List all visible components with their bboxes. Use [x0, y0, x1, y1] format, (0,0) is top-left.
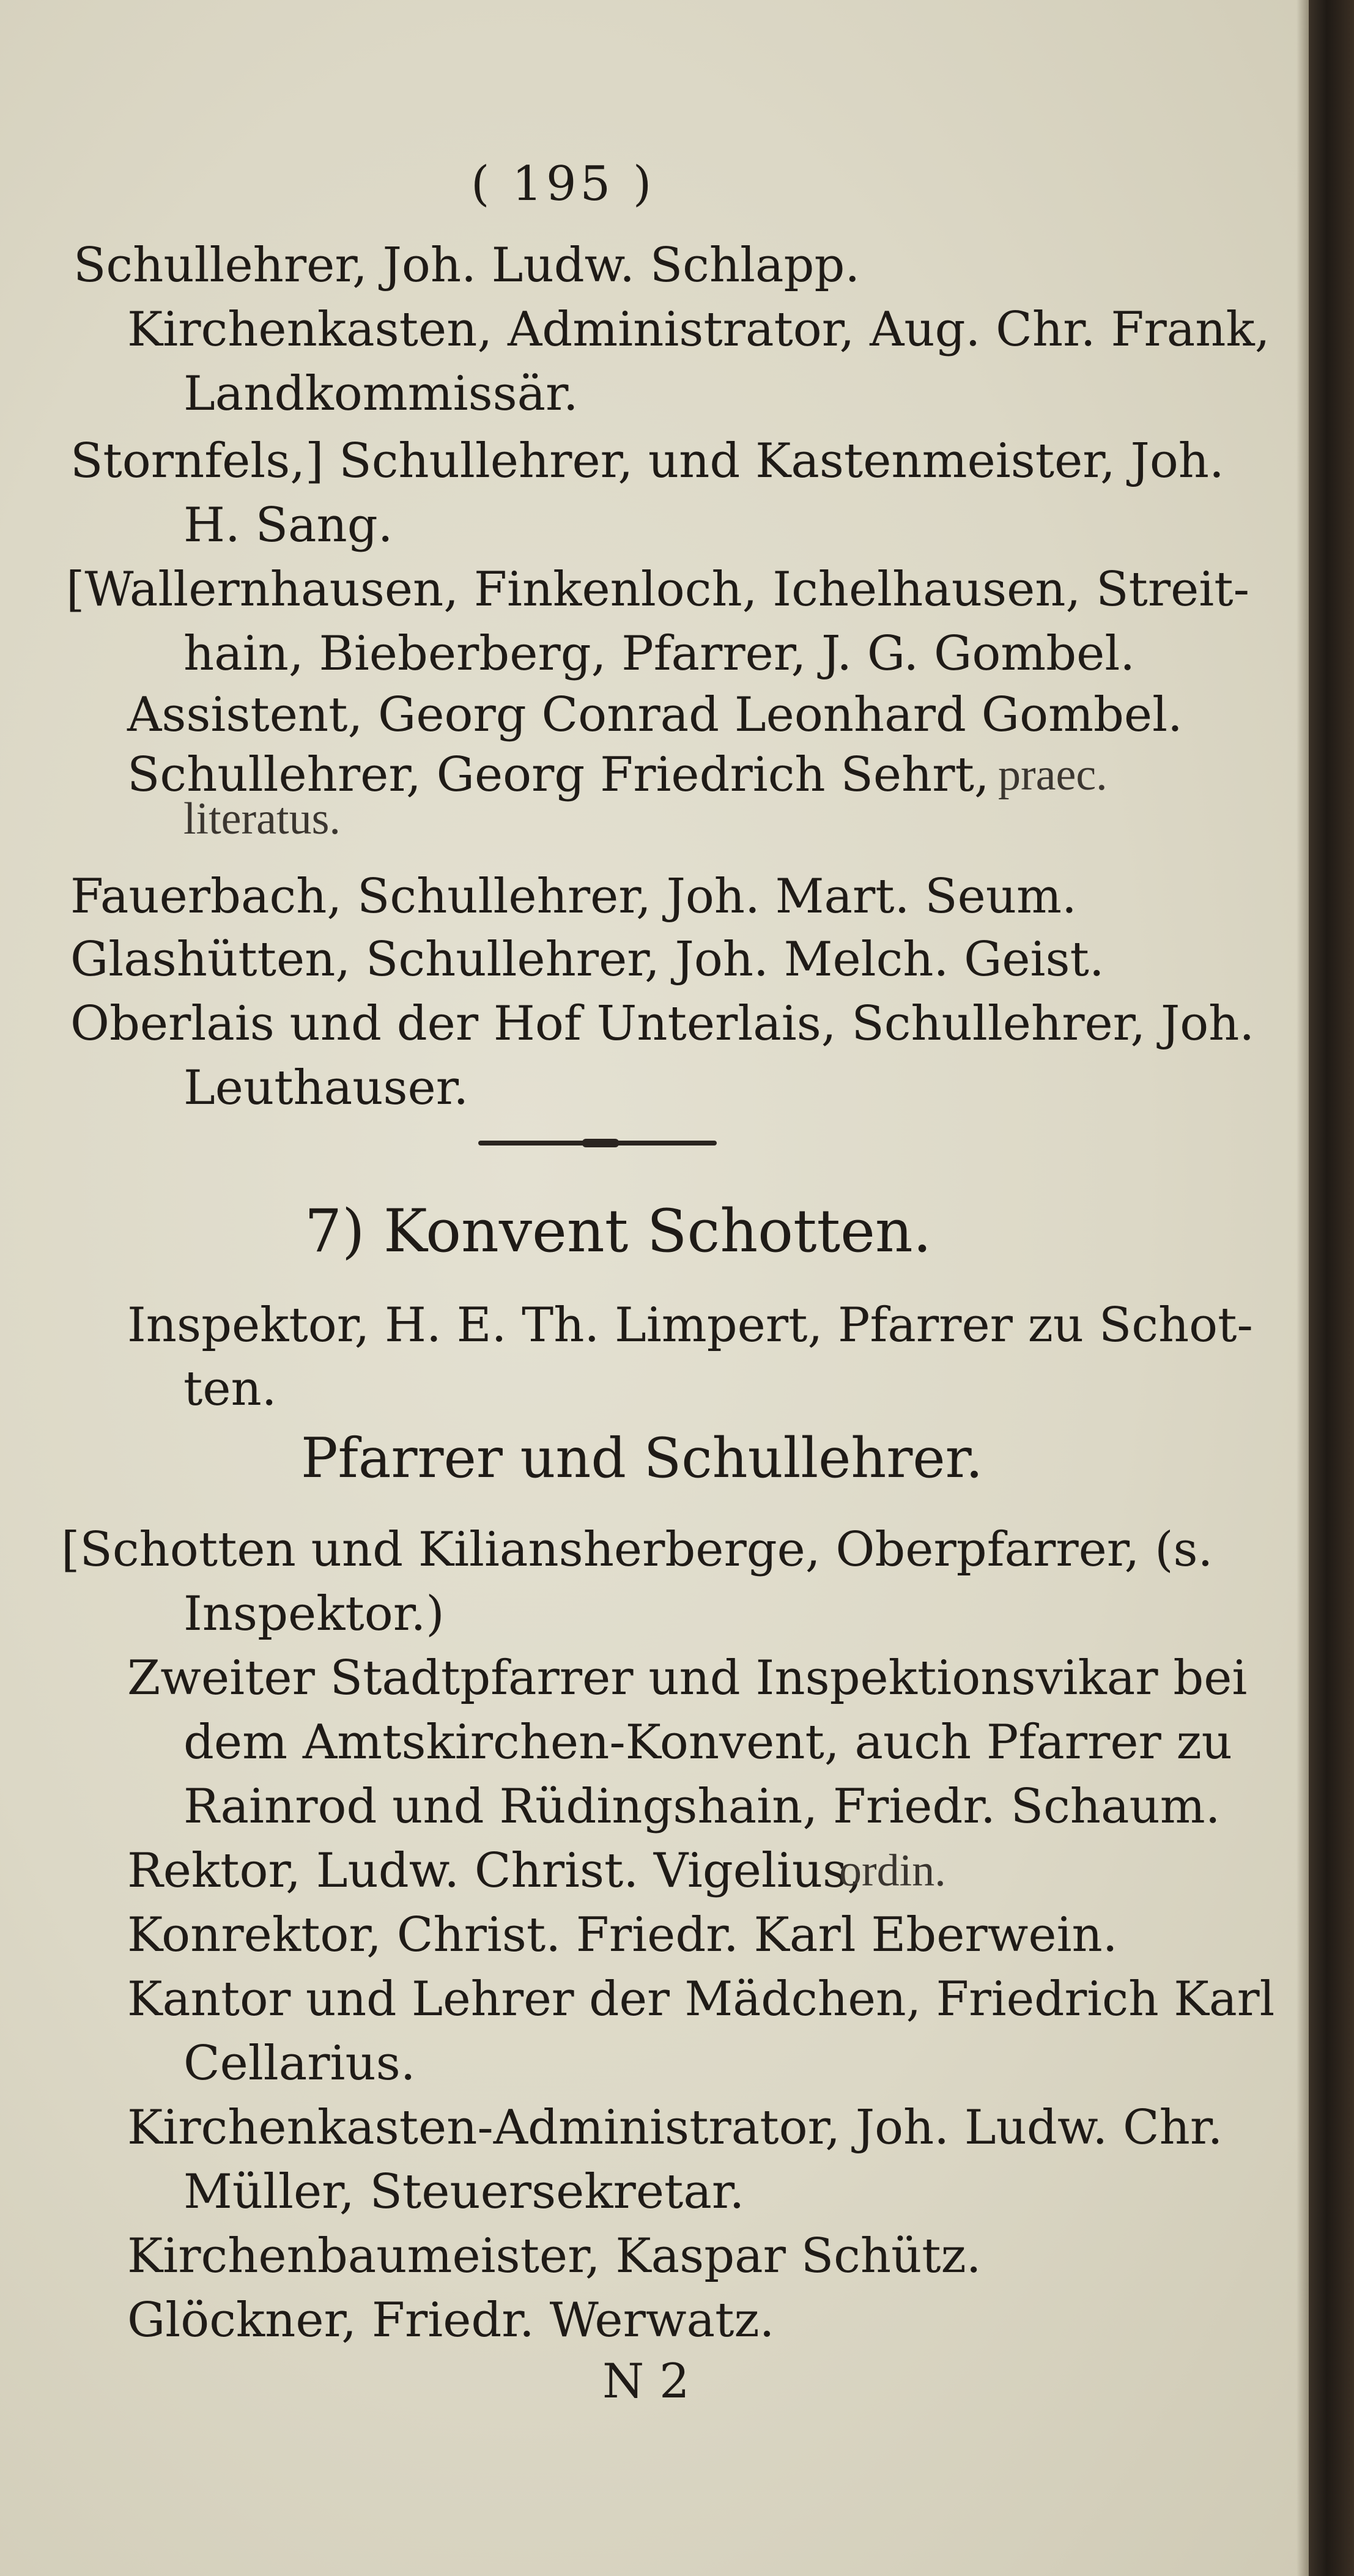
text-line: Assistent, Georg Conrad Leonhard Gombel. — [127, 687, 1183, 742]
text-line: hain, Bieberberg, Pfarrer, J. G. Gombel. — [183, 626, 1136, 681]
text-line: Kirchenkasten, Administrator, Aug. Chr. Frank, — [127, 302, 1270, 357]
text-line: Konrektor, Christ. Friedr. Karl Eberwein. — [127, 1908, 1118, 1963]
text-line: [Wallernhausen, Finkenloch, Ichelhausen, Streit- — [66, 562, 1249, 617]
text-line: Schullehrer, Georg Friedrich Sehrt, — [127, 747, 990, 802]
book-spine — [1309, 0, 1354, 2576]
text-line: Glöckner, Friedr. Werwatz. — [127, 2293, 775, 2348]
text-line: Inspektor.) — [183, 1586, 445, 1641]
text-line: Glashütten, Schullehrer, Joh. Melch. Geist. — [70, 932, 1104, 987]
section-subheading: Pfarrer und Schullehrer. — [301, 1426, 983, 1490]
text-line: dem Amtskirchen-Konvent, auch Pfarrer zu — [183, 1715, 1232, 1770]
text-line: Fauerbach, Schullehrer, Joh. Mart. Seum. — [70, 869, 1077, 924]
text-line: Kirchenbaumeister, Kaspar Schütz. — [127, 2229, 982, 2284]
text-line: Oberlais und der Hof Unterlais, Schullehrer, Joh. — [70, 996, 1255, 1051]
text-line-latin: praec. — [998, 750, 1108, 800]
section-divider — [478, 1141, 717, 1146]
text-line: Cellarius. — [183, 2036, 416, 2091]
signature-mark: N 2 — [602, 2354, 690, 2409]
section-heading: 7) Konvent Schotten. — [305, 1197, 932, 1265]
text-line: H. Sang. — [183, 498, 393, 553]
text-line: Rektor, Ludw. Christ. Vigelius, — [127, 1843, 862, 1898]
text-line: Kantor und Lehrer der Mädchen, Friedrich Karl — [127, 1972, 1275, 2027]
page-number: ( 195 ) — [471, 157, 656, 212]
text-line: Landkommissär. — [183, 366, 579, 421]
text-line: Zweiter Stadtpfarrer und Inspektionsvikar bei — [127, 1651, 1248, 1706]
text-line: Stornfels,] Schullehrer, und Kastenmeister, Joh. — [70, 434, 1224, 489]
page-edge-shadow — [1297, 0, 1309, 2576]
text-line: Rainrod und Rüdingshain, Friedr. Schaum. — [183, 1779, 1221, 1834]
text-line: ten. — [183, 1361, 277, 1416]
text-line-latin: literatus. — [183, 794, 341, 844]
text-line-latin: ordin. — [839, 1846, 946, 1896]
text-line: Müller, Steuersekretar. — [183, 2164, 745, 2219]
text-line: Inspektor, H. E. Th. Limpert, Pfarrer zu Schot- — [127, 1298, 1253, 1353]
text-line: Leuthauser. — [183, 1060, 469, 1116]
text-line: [Schotten und Kiliansherberge, Oberpfarrer, (s. — [61, 1522, 1213, 1577]
text-line: Schullehrer, Joh. Ludw. Schlapp. — [73, 238, 860, 293]
text-line: Kirchenkasten-Administrator, Joh. Ludw. Chr. — [127, 2100, 1223, 2155]
